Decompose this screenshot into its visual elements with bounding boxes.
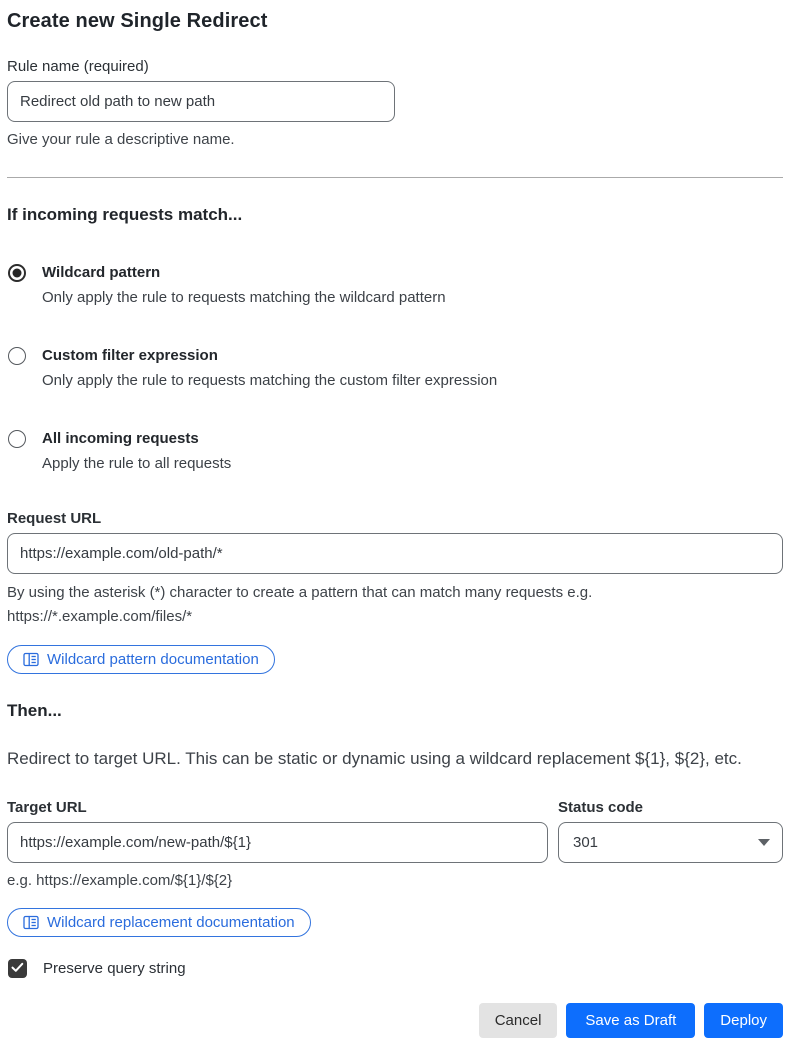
book-icon [23,915,39,930]
section-divider [7,177,783,178]
page-title: Create new Single Redirect [7,10,268,32]
then-description: Redirect to target URL. This can be static or dynamic using a wildcard replacement ${1}, ${2}, etc. [7,749,742,768]
radio-option-custom-filter[interactable] [7,345,783,391]
request-url-helper-line2: https://*.example.com/files/* [7,608,193,625]
rule-name-input[interactable] [7,81,395,122]
save-as-draft-button[interactable]: Save as Draft [566,1003,695,1038]
checkmark-icon [11,960,24,978]
radio-desc-wildcard-pattern: Only apply the rule to requests matching the wildcard pattern [42,289,446,306]
request-url-label: Request URL [7,510,102,527]
radio-desc-all-requests: Apply the rule to all requests [42,455,232,472]
status-code-label: Status code [558,799,644,816]
footer-actions [7,1003,783,1038]
status-code-select[interactable] [558,822,783,863]
then-section-heading: Then... [7,701,62,720]
wildcard-pattern-doc-label: Wildcard pattern documentation [47,651,259,668]
radio-button-custom-filter[interactable] [8,347,26,365]
match-section-heading: If incoming requests match... [7,205,243,224]
chevron-down-icon [758,839,770,846]
radio-desc-custom-filter: Only apply the rule to requests matching the custom filter expression [42,372,498,389]
radio-button-all-requests[interactable] [8,430,26,448]
rule-name-helper: Give your rule a descriptive name. [7,131,235,148]
deploy-button[interactable]: Deploy [704,1003,783,1038]
target-url-helper: e.g. https://example.com/${1}/${2} [7,872,233,889]
radio-label-wildcard-pattern[interactable]: Wildcard pattern [42,264,161,281]
radio-button-wildcard-pattern[interactable] [8,264,26,282]
target-url-input[interactable] [7,822,548,863]
preserve-query-label[interactable]: Preserve query string [43,960,186,977]
radio-label-all-requests[interactable]: All incoming requests [42,430,199,447]
request-url-input[interactable] [7,533,783,574]
preserve-query-checkbox[interactable] [8,959,27,978]
radio-label-custom-filter[interactable]: Custom filter expression [42,347,218,364]
wildcard-replacement-doc-label: Wildcard replacement documentation [47,914,295,931]
radio-option-all-requests[interactable] [7,428,783,474]
request-url-helper-line1: By using the asterisk (*) character to create a pattern that can match many requests e.g. [7,584,593,601]
book-icon [23,652,39,667]
target-status-row [7,771,783,863]
status-code-value: 301 [573,834,599,851]
wildcard-pattern-doc-button[interactable] [7,645,275,674]
radio-option-wildcard-pattern[interactable] [7,262,783,308]
preserve-query-row[interactable] [7,959,783,978]
target-url-label: Target URL [7,799,87,816]
cancel-button[interactable]: Cancel [479,1003,558,1038]
wildcard-replacement-doc-button[interactable] [7,908,311,937]
rule-name-label: Rule name (required) [7,58,149,75]
